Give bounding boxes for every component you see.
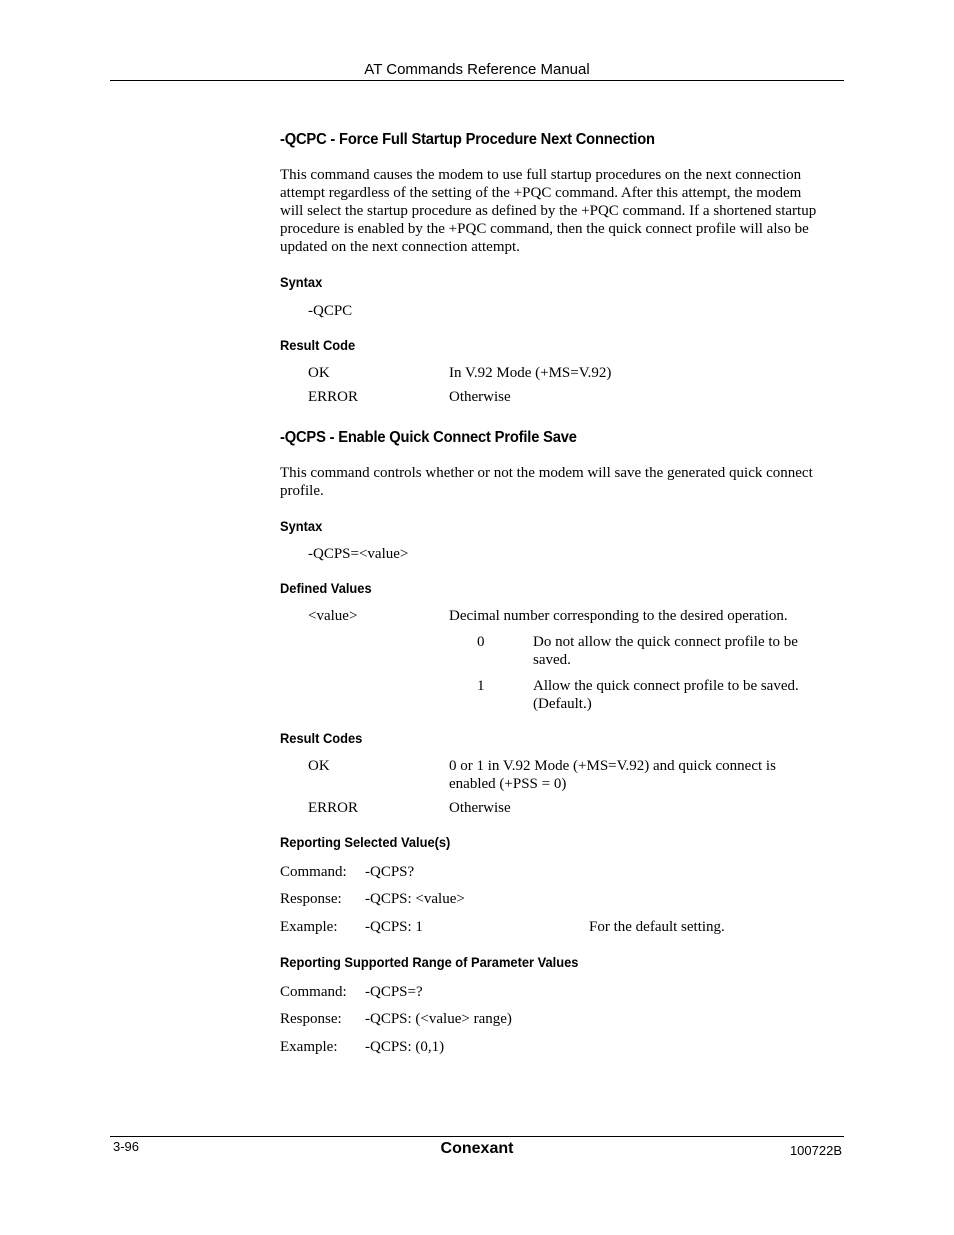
qcps-defined-label: Defined Values — [280, 580, 372, 596]
company-name: Conexant — [440, 1140, 514, 1157]
qcps-param: <value> — [308, 608, 358, 624]
reporting-selected-label: Reporting Selected Value(s) — [280, 834, 451, 850]
qcps-syntax: -QCPS=<value> — [308, 546, 409, 562]
page-number: 3-96 — [113, 1139, 140, 1154]
header-rule — [110, 80, 844, 81]
reporting-selected-value: -QCPS: 1 — [365, 919, 423, 935]
qcps-result-desc-line: 0 or 1 in V.92 Mode (+MS=V.92) and quick connect is — [449, 758, 776, 774]
reporting-range-key: Command: — [280, 984, 347, 1000]
qcps-param-desc: Decimal number corresponding to the desired operation. — [449, 608, 788, 624]
qcpc-description — [280, 166, 845, 256]
reporting-range-label: Reporting Supported Range of Parameter Values — [280, 954, 579, 970]
qcps-description-line: This command controls whether or not the modem will save the generated quick connect — [280, 465, 813, 481]
qcpc-description-line: procedure is enabled by the +PQC command, then the quick connect profile will also be — [280, 221, 809, 237]
reporting-range-value: -QCPS: (<value> range) — [365, 1011, 512, 1027]
qcpc-syntax: -QCPC — [308, 303, 353, 319]
reporting-selected-note: For the default setting. — [589, 919, 725, 935]
reporting-selected-key: Command: — [280, 864, 347, 880]
qcps-option-desc-line: Allow the quick connect profile to be saved. — [533, 678, 799, 694]
qcpc-description-line: attempt regardless of the setting of the +PQC command. After this attempt, the modem — [280, 185, 802, 201]
qcps-heading: -QCPS - Enable Quick Connect Profile Save — [280, 429, 577, 446]
qcpc-description-line: This command causes the modem to use full startup procedures on the next connection — [280, 167, 802, 183]
qcps-description-line: profile. — [280, 483, 324, 499]
qcps-result-code: ERROR — [308, 800, 359, 816]
qcpc-description-line: updated on the next connection attempt. — [280, 239, 520, 255]
qcpc-result-desc: Otherwise — [449, 389, 511, 405]
qcpc-syntax-label: Syntax — [280, 274, 323, 290]
reporting-range-key: Response: — [280, 1011, 342, 1027]
qcps-result-label: Result Codes — [280, 730, 363, 746]
qcpc-heading: -QCPC - Force Full Startup Procedure Next Connection — [280, 131, 655, 148]
reporting-selected-key: Example: — [280, 919, 338, 935]
qcps-option-desc-line: saved. — [533, 652, 571, 668]
qcps-result-desc — [449, 757, 839, 793]
qcpc-result-code: OK — [308, 365, 330, 381]
qcps-syntax-label: Syntax — [280, 518, 323, 534]
reporting-range-value: -QCPS=? — [365, 984, 423, 1000]
qcps-option-value: 1 — [477, 678, 485, 694]
qcpc-result-code: ERROR — [308, 389, 359, 405]
qcpc-result-label: Result Code — [280, 337, 356, 353]
qcpc-result-desc: In V.92 Mode (+MS=V.92) — [449, 365, 612, 381]
qcps-description — [280, 464, 845, 500]
qcps-option-desc — [533, 633, 833, 669]
footer-rule — [110, 1136, 844, 1137]
qcps-option-desc-line: Do not allow the quick connect profile to be — [533, 634, 798, 650]
qcps-result-desc-line: enabled (+PSS = 0) — [449, 776, 567, 792]
reporting-selected-value: -QCPS? — [365, 864, 415, 880]
qcps-option-desc — [533, 677, 833, 713]
qcps-option-value: 0 — [477, 634, 485, 650]
reporting-selected-key: Response: — [280, 891, 342, 907]
document-number: 100722B — [789, 1143, 842, 1158]
qcps-result-desc: Otherwise — [449, 800, 511, 816]
header-title: AT Commands Reference Manual — [364, 61, 590, 78]
reporting-range-value: -QCPS: (0,1) — [365, 1039, 445, 1055]
reporting-range-key: Example: — [280, 1039, 338, 1055]
qcps-result-code: OK — [308, 758, 330, 774]
qcps-option-desc-line: (Default.) — [533, 696, 592, 712]
qcpc-description-line: will select the startup procedure as defined by the +PQC command. If a shortened startup — [280, 203, 817, 219]
reporting-selected-value: -QCPS: <value> — [365, 891, 465, 907]
